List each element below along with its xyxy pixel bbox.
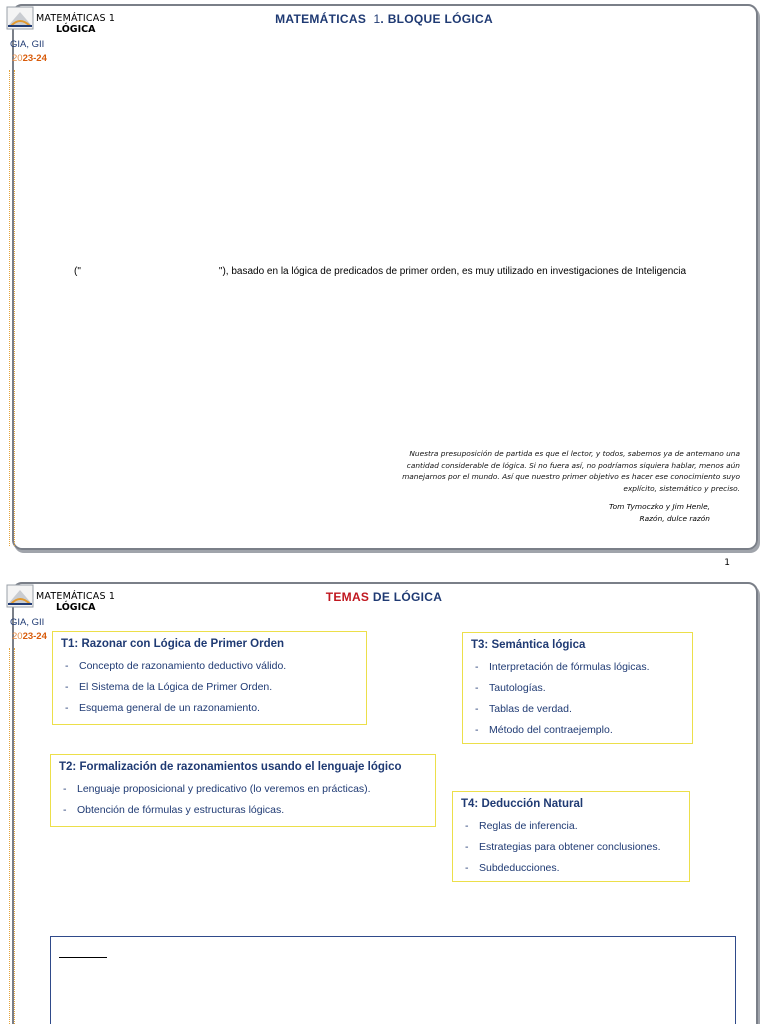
topic-box-t1: [52, 631, 367, 725]
slide-2: [0, 578, 768, 1024]
topic-box-t2: [50, 754, 436, 827]
topic-title: T3: Semántica lógica: [471, 639, 586, 651]
list-item: - Reglas de inferencia.: [461, 816, 681, 837]
list-item: - Lenguaje proposicional y predicativo (lo veremos en prácticas).: [59, 779, 427, 800]
list-item: - Obtención de fórmulas y estructuras lógicas.: [59, 800, 427, 821]
underline-rule: [59, 957, 107, 958]
topic-box-t4: [452, 791, 690, 882]
course-name: MATEMÁTICAS 1: [36, 13, 116, 24]
epigraph-author: Tom Tymoczko y Jim Henle, Razón, dulce razón: [609, 502, 710, 523]
slide-title: TEMAS DE LÓGICA: [325, 590, 443, 604]
degrees-label: GIA, GII: [10, 39, 45, 50]
degrees-label: GIA, GII: [10, 617, 45, 628]
slide-title: MATEMÁTICAS 1. BLOQUE LÓGICA: [275, 12, 493, 26]
topic-title: T1: Razonar con Lógica de Primer Orden: [61, 638, 285, 650]
list-item: - Subdeducciones.: [461, 858, 681, 879]
left-rule: [9, 70, 15, 546]
list-item: - Método del contraejemplo.: [471, 720, 684, 741]
academic-year: 2023-24: [12, 53, 47, 64]
page-number: 1: [724, 558, 730, 568]
list-item: - El Sistema de la Lógica de Primer Orden.: [61, 677, 358, 698]
topic-title: T2: Formalización de razonamientos usando el lenguaje lógico: [59, 761, 402, 773]
epigraph-quote: Nuestra presuposición de partida es que el lector, y todos, sabemos ya de antemano una cantidad considerable de lógica. Si no fuera así, no podríamos siquiera hablar, menos aún manejarnos por el mundo. Así que nuestro primer objetivo es hacer ese conocimiento suyo explícito, sistemático y preciso.: [402, 449, 740, 493]
notes-box: [50, 936, 736, 1024]
list-item: - Estrategias para obtener conclusiones.: [461, 837, 681, 858]
academic-year: 2023-24: [12, 631, 47, 642]
topic-name: LÓGICA: [56, 602, 96, 613]
list-item: - Interpretación de fórmulas lógicas.: [471, 657, 684, 678]
left-rule: [9, 648, 15, 1024]
list-item: - Tautologías.: [471, 678, 684, 699]
topic-title: T4: Deducción Natural: [461, 798, 584, 810]
text-fragment: (" "), basado en la lógica de predicados de primer orden, es muy utilizado en investigaciones de Inteligencia: [74, 266, 687, 277]
topic-name: LÓGICA: [56, 24, 96, 35]
list-item: - Tablas de verdad.: [471, 699, 684, 720]
topic-box-t3: [462, 632, 693, 744]
list-item: - Concepto de razonamiento deductivo válido.: [61, 656, 358, 677]
course-name: MATEMÁTICAS 1: [36, 591, 116, 602]
list-item: - Esquema general de un razonamiento.: [61, 698, 358, 719]
